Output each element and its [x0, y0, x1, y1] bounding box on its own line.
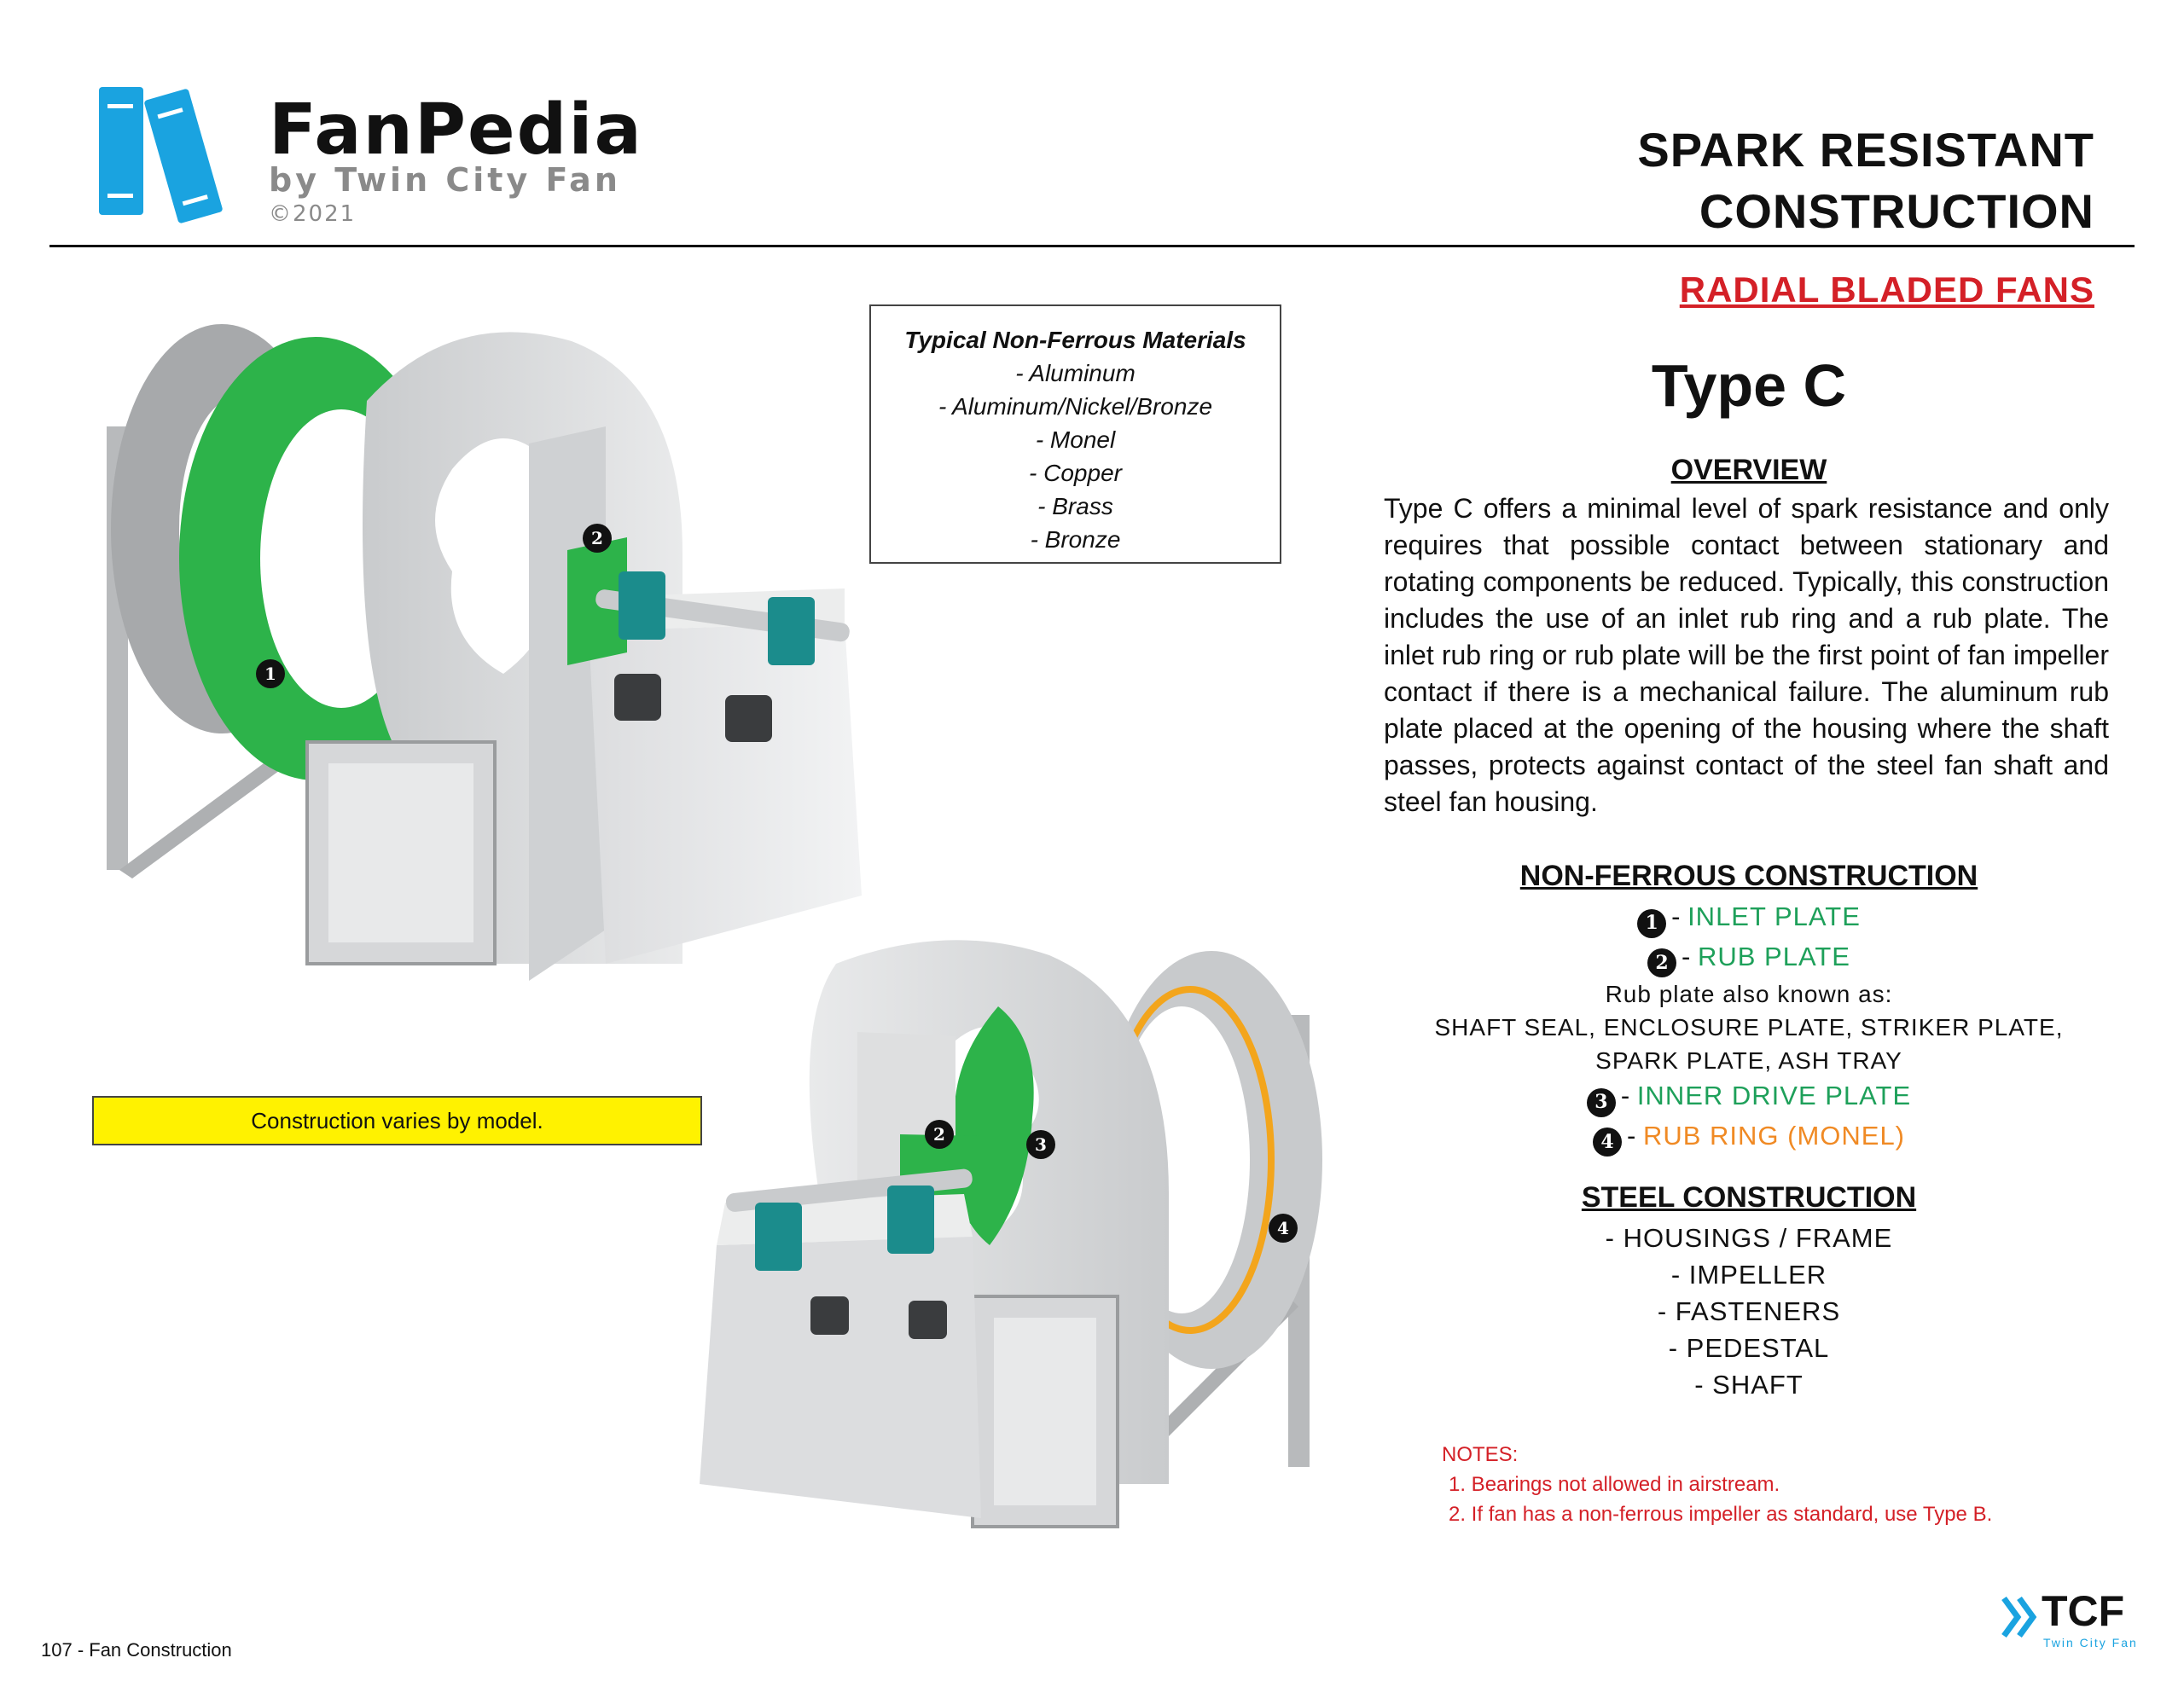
page-footer: 107 - Fan Construction: [41, 1639, 232, 1661]
callout-2-top: 2: [583, 524, 612, 553]
list-item: - HOUSINGS / FRAME: [1605, 1223, 1893, 1253]
page-title: [1637, 119, 2094, 242]
tcf-sub: Twin City Fan: [2043, 1636, 2138, 1649]
aka-line: SPARK PLATE, ASH TRAY: [1595, 1047, 1902, 1074]
type-heading: Type C: [1651, 352, 1847, 419]
rub-plate-label: RUB PLATE: [1697, 941, 1850, 971]
overview-text: Type C offers a minimal level of spark resistance and only requires that possible contact between stationary and rotating components be reduced. Typically, this construction includes the use of an inlet rub ring and a rub plate. The inlet rub ring or rub plate will be the first point of fan impeller contact if there is a mechanical failure. The aluminum rub plate placed at the opening of the housing where the shaft passes, protects against contact of the steel fan shaft and steel fan housing.: [1384, 493, 2109, 817]
copyright: ©2021: [269, 201, 357, 227]
number-badge: 3: [1587, 1088, 1616, 1117]
material-item: - Monel: [1035, 426, 1116, 453]
dash: -: [1671, 901, 1681, 931]
callout-1-top: 1: [256, 659, 285, 688]
overview-heading: OVERVIEW: [1670, 454, 1827, 486]
material-item: - Aluminum/Nickel/Bronze: [938, 393, 1213, 420]
note-item: 1. Bearings not allowed in airstream.: [1449, 1473, 1780, 1496]
aka-line: SHAFT SEAL, ENCLOSURE PLATE, STRIKER PLATE,: [1434, 1014, 2064, 1041]
list-item: [1374, 1117, 2124, 1157]
steel-list: [1374, 1220, 2124, 1403]
inner-drive-plate-label: INNER DRIVE PLATE: [1636, 1081, 1912, 1110]
list-item: [1374, 938, 2124, 978]
callout-2-bottom: 2: [925, 1120, 954, 1149]
notes-heading: NOTES:: [1442, 1443, 1519, 1466]
material-item: - Aluminum: [1015, 360, 1136, 386]
page-title-line2: CONSTRUCTION: [1699, 184, 2094, 238]
callout-4-bottom: 4: [1269, 1214, 1298, 1243]
construction-note-box: Construction varies by model.: [92, 1096, 702, 1145]
number-badge: 1: [1637, 909, 1666, 938]
list-item: - IMPELLER: [1670, 1260, 1827, 1290]
list-item: [1374, 1077, 2124, 1117]
material-item: - Bronze: [1030, 526, 1121, 553]
material-item: - Copper: [1029, 460, 1122, 486]
non-ferrous-heading: NON-FERROUS CONSTRUCTION: [1519, 860, 1978, 892]
materials-heading: Typical Non-Ferrous Materials: [904, 327, 1246, 353]
tcf-logo: [2001, 1587, 2146, 1655]
tcf-mark: TCF: [2042, 1587, 2125, 1635]
list-item: [1374, 898, 2124, 938]
dash: -: [1682, 941, 1691, 971]
fanpedia-logo: [96, 78, 676, 232]
materials-box: [869, 304, 1281, 564]
callout-3-bottom: 3: [1026, 1130, 1055, 1159]
number-badge: 2: [1647, 948, 1676, 977]
dash: -: [1620, 1081, 1630, 1110]
books-icon: [96, 78, 241, 223]
brand-name: FanPedia: [269, 90, 643, 171]
note-item: 2. If fan has a non-ferrous impeller as standard, use Type B.: [1449, 1503, 1993, 1526]
list-item: - FASTENERS: [1657, 1296, 1841, 1326]
header-divider: [49, 245, 2135, 247]
inlet-plate-label: INLET PLATE: [1687, 901, 1861, 931]
steel-heading: STEEL CONSTRUCTION: [1581, 1181, 1917, 1214]
fan-illustration-bottom: [691, 938, 1322, 1561]
rub-ring-label: RUB RING (MONEL): [1642, 1120, 1906, 1151]
list-item: - SHAFT: [1694, 1370, 1804, 1400]
notes: [1442, 1440, 1992, 1529]
page-title-line1: SPARK RESISTANT: [1637, 123, 2094, 177]
list-item: - PEDESTAL: [1668, 1333, 1830, 1363]
page-subtitle: RADIAL BLADED FANS: [1679, 270, 2094, 310]
aka-intro: Rub plate also known as:: [1605, 981, 1893, 1007]
material-item: - Brass: [1037, 493, 1113, 519]
number-badge: 4: [1593, 1128, 1622, 1157]
chevrons-icon: [2001, 1593, 2038, 1641]
fan-illustration-top: [94, 316, 879, 1015]
brand-subtitle: by Twin City Fan: [269, 161, 621, 199]
dash: -: [1626, 1120, 1636, 1151]
non-ferrous-list: [1374, 898, 2124, 1157]
